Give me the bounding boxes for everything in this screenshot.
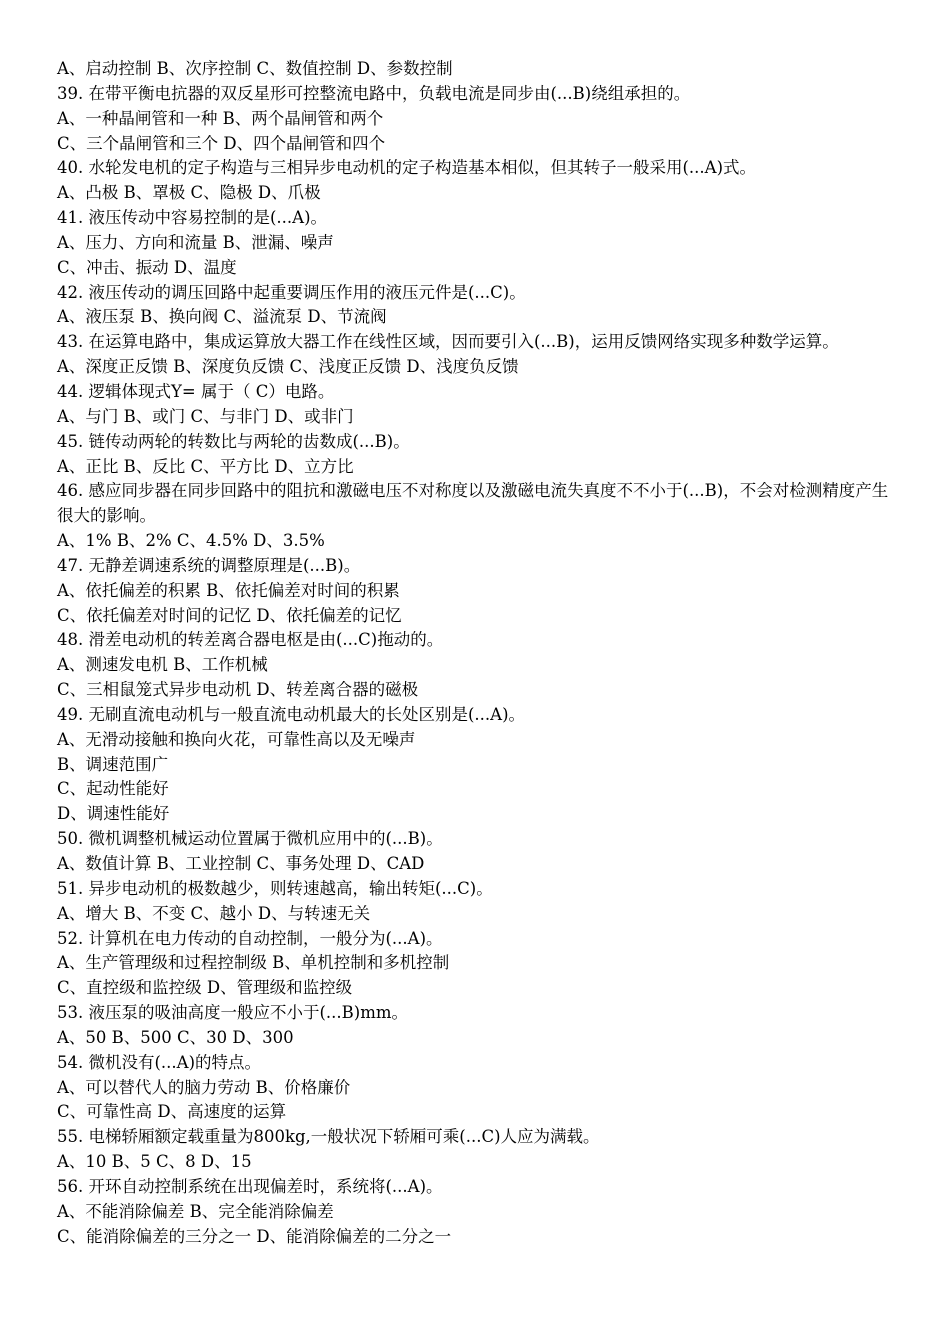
document-body [57, 57, 897, 1250]
text-line: C、可靠性高 D、高速度的运算 [57, 1102, 287, 1122]
text-line: A、依托偏差的积累 B、依托偏差对时间的积累 [57, 580, 400, 600]
text-line: A、1% B、2% C、4.5% D、3.5% [57, 531, 325, 551]
text-line: 49. 无刷直流电动机与一般直流电动机最大的长处区别是(...A)。 [57, 704, 526, 724]
text-line: 50. 微机调整机械运动位置属于微机应用中的(...B)。 [57, 829, 443, 849]
text-line: C、依托偏差对时间的记忆 D、依托偏差的记忆 [57, 605, 402, 625]
text-line: 56. 开环自动控制系统在出现偏差时，系统将(...A)。 [57, 1176, 443, 1196]
text-line: 39. 在带平衡电抗器的双反星形可控整流电路中，负载电流是同步由(...B)绕组承担的。 [57, 83, 691, 103]
text-line: A、数值计算 B、工业控制 C、事务处理 D、CAD [57, 854, 425, 873]
text-line: A、50 B、500 C、30 D、300 [57, 1027, 294, 1047]
text-line: 52. 计算机在电力传动的自动控制，一般分为(...A)。 [57, 928, 443, 948]
text-line: 40. 水轮发电机的定子构造与三相异步电动机的定子构造基本相似，但其转子一般采用(...A)式。 [57, 158, 757, 178]
text-line: A、液压泵 B、换向阀 C、溢流泵 D、节流阀 [57, 307, 387, 327]
text-line: A、压力、方向和流量 B、泄漏、噪声 [57, 232, 334, 252]
text-line: A、增大 B、不变 C、越小 D、与转速无关 [57, 903, 371, 923]
text-line: C、能消除偏差的三分之一 D、能消除偏差的二分之一 [57, 1226, 452, 1246]
text-line: A、不能消除偏差 B、完全能消除偏差 [57, 1201, 334, 1221]
text-line: A、深度正反馈 B、深度负反馈 C、浅度正反馈 D、浅度负反馈 [57, 357, 519, 377]
text-line: 48. 滑差电动机的转差离合器电枢是由(...C)拖动的。 [57, 630, 444, 650]
text-line: D、调速性能好 [57, 804, 170, 824]
text-line: 46. 感应同步器在同步回路中的阻抗和激磁电压不对称度以及激磁电流失真度不不小于(...B)，不会对检测精度产生很大的影响。 [57, 481, 889, 526]
text-line: A、凸极 B、罩极 C、隐极 D、爪极 [57, 183, 321, 203]
text-line: C、冲击、振动 D、温度 [57, 257, 237, 277]
text-line: A、启动控制 B、次序控制 C、数值控制 D、参数控制 [57, 59, 453, 78]
text-line: C、三个晶闸管和三个 D、四个晶闸管和四个 [57, 133, 386, 153]
text-line: A、一种晶闸管和一种 B、两个晶闸管和两个 [57, 108, 384, 128]
text-line: 41. 液压传动中容易控制的是(...A)。 [57, 208, 328, 228]
text-line: 55. 电梯轿厢额定载重量为800kg,一般状况下轿厢可乘(...C)人应为满载。 [57, 1127, 600, 1147]
text-line: C、直控级和监控级 D、管理级和监控级 [57, 978, 353, 998]
text-line: A、可以替代人的脑力劳动 B、价格廉价 [57, 1077, 351, 1097]
text-line: A、与门 B、或门 C、与非门 D、或非门 [57, 406, 354, 426]
text-line: 44. 逻辑体现式Y= 属于（ C）电路。 [57, 381, 335, 401]
text-line: A、无滑动接触和换向火花，可靠性高以及无噪声 [57, 729, 416, 749]
text-line: 43. 在运算电路中，集成运算放大器工作在线性区域，因而要引入(...B)，运用反馈网络实现多种数学运算。 [57, 332, 839, 352]
text-line: 42. 液压传动的调压回路中起重要调压作用的液压元件是(...C)。 [57, 282, 526, 302]
text-line: 53. 液压泵的吸油高度一般应不小于(...B)mm。 [57, 1003, 409, 1023]
text-line: A、10 B、5 C、8 D、15 [57, 1152, 252, 1172]
text-line: C、三相鼠笼式异步电动机 D、转差离合器的磁极 [57, 680, 419, 700]
text-line: B、调速范围广 [57, 754, 169, 774]
text-line: 45. 链传动两轮的转数比与两轮的齿数成(...B)。 [57, 431, 410, 451]
text-line: A、测速发电机 B、工作机械 [57, 655, 268, 675]
text-line: 54. 微机没有(...A)的特点。 [57, 1052, 262, 1072]
text-line: A、生产管理级和过程控制级 B、单机控制和多机控制 [57, 953, 450, 973]
text-line: C、起动性能好 [57, 779, 169, 799]
text-line: 51. 异步电动机的极数越少，则转速越高，输出转矩(...C)。 [57, 878, 493, 898]
text-line: A、正比 B、反比 C、平方比 D、立方比 [57, 456, 354, 476]
text-line: 47. 无静差调速系统的调整原理是(...B)。 [57, 555, 361, 575]
